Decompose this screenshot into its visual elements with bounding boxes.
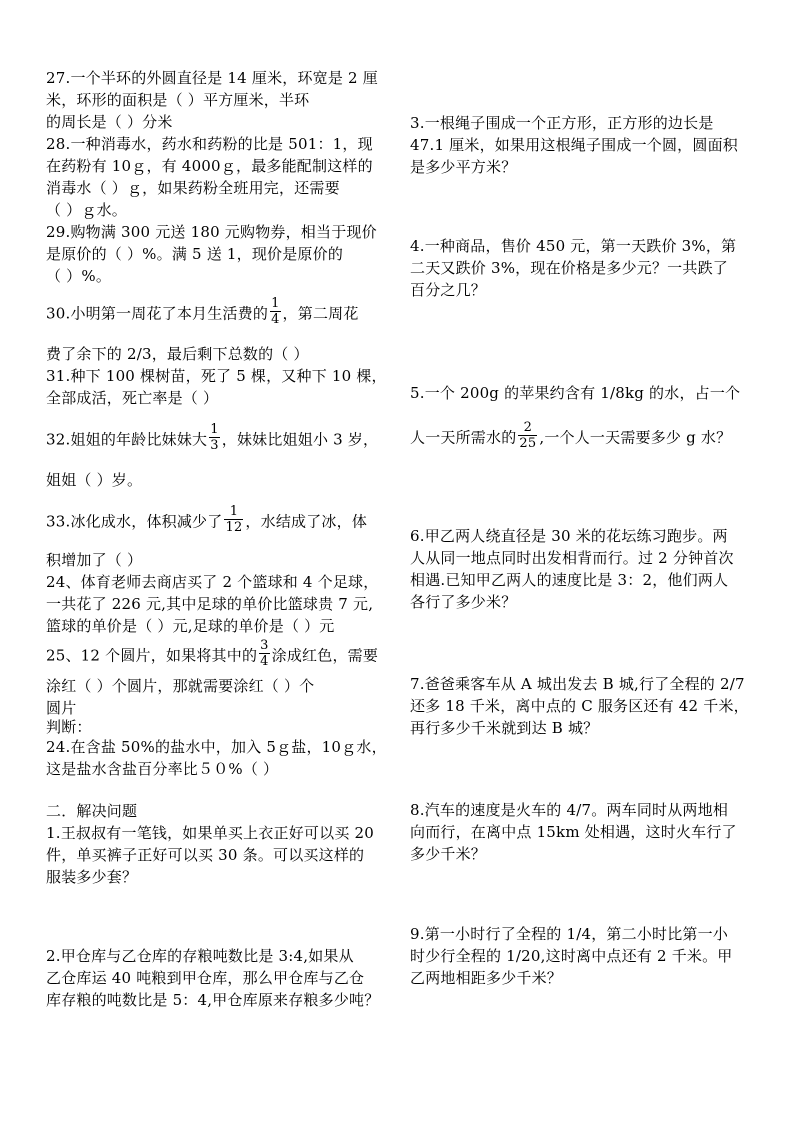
q32-text-a: 32.姐姐的年龄比妹妹大 xyxy=(46,430,208,449)
q25-numerator: 3 xyxy=(260,638,269,653)
p6-line-4: 各行了多少米？ xyxy=(410,593,517,611)
q33-line-2: 积增加了（ ） xyxy=(46,551,143,569)
p5-text-b: ,一个人一天需要多少 g 水？ xyxy=(539,428,732,447)
p9-line-1: 9.第一小时行了全程的 1/4，第二小时比第一小 xyxy=(410,925,729,943)
p4-line-1: 4.一种商品，售价 450 元，第一天跌价 3%，第 xyxy=(410,237,737,255)
p5-denominator: 25 xyxy=(519,436,537,451)
p1-line-1: 1.王叔叔有一笔钱，如果单买上衣正好可以买 20 xyxy=(46,824,374,842)
p1-line-2: 件，单买裤子正好可以买 30 条。可以买这样的 xyxy=(46,846,365,864)
p4-line-3: 百分之几？ xyxy=(410,281,487,299)
q27-line-3: 的周长是（ ）分米 xyxy=(46,113,173,131)
p5-fraction xyxy=(518,421,537,450)
q28-line-1: 28.一种消毒水，药水和药粉的比是 501：1，现 xyxy=(46,135,373,153)
q25-line-1 xyxy=(46,638,379,671)
q33-line-1 xyxy=(46,504,368,537)
p5-numerator: 2 xyxy=(518,421,537,436)
q32-numerator: 1 xyxy=(210,422,219,437)
p8-line-1: 8.汽车的速度是火车的 4/7。两车同时从两地相 xyxy=(410,801,729,819)
q32-line-2: 姐姐（ ）岁。 xyxy=(46,471,143,489)
section-2-heading: 二．解决问题 xyxy=(46,802,138,820)
p5-line-2 xyxy=(410,420,732,453)
p2-line-1: 2.甲仓库与乙仓库的存粮吨数比是 3:4,如果从 xyxy=(46,947,354,965)
p9-line-3: 乙两地相距多少千米？ xyxy=(410,969,563,987)
q33-text-b: ，水结成了冰，体 xyxy=(245,512,368,531)
p3-line-2: 47.1 厘米，如果用这根绳子围成一个圆，圆面积 xyxy=(410,136,738,154)
p6-line-3: 相遇.已知甲乙两人的速度比是 3：2，他们两人 xyxy=(410,571,729,589)
p3-line-1: 3.一根绳子围成一个正方形，正方形的边长是 xyxy=(410,114,714,132)
p9-line-2: 时少行全程的 1/20,这时离中点还有 2 千米。甲 xyxy=(410,947,733,965)
q32-text-b: ，妹妹比姐姐小 3 岁， xyxy=(221,430,379,449)
q25-line-2: 涂红（ ）个圆片，那就需要涂红（ ）个 xyxy=(46,677,315,695)
p7-line-2: 还多 18 千米，离中点的 C 服务区还有 42 千米， xyxy=(410,697,749,715)
q28-line-2: 在药粉有 10ｇ，有 4000ｇ，最多能配制这样的 xyxy=(46,157,373,175)
q33-denominator: 12 xyxy=(225,520,243,535)
p7-line-3: 再行多少千米就到达 B 城？ xyxy=(410,719,599,737)
q24b-line-1: 24.在含盐 50%的盐水中，加入 5ｇ盐，10ｇ水， xyxy=(46,738,387,756)
p7-line-1: 7.爸爸乘客车从 A 城出发去 B 城,行了全程的 2/7 xyxy=(410,675,745,693)
p4-line-2: 二天又跌价 3%，现在价格是多少元？一共跌了 xyxy=(410,259,728,277)
q30-text-a: 30.小明第一周花了本月生活费的 xyxy=(46,304,269,323)
q29-line-1: 29.购物满 300 元送 180 元购物券，相当于现价 xyxy=(46,223,377,241)
q33-fraction xyxy=(224,505,243,534)
q30-text-b: ，第二周花 xyxy=(282,304,359,323)
p8-line-3: 多少千米？ xyxy=(410,845,487,863)
p5-line-1: 5.一个 200g 的苹果约含有 1/8kg 的水，占一个 xyxy=(410,384,741,402)
q33-text-a: 33.冰化成水，体积减少了 xyxy=(46,512,223,531)
q25-fraction xyxy=(259,639,269,668)
q30-numerator: 1 xyxy=(271,296,280,311)
q30-line-2: 费了余下的 2/3，最后剩下总数的（ ） xyxy=(46,345,309,363)
p5-text-a: 人一天所需水的 xyxy=(410,428,517,447)
q30-denominator: 4 xyxy=(271,312,280,327)
q31-line-2: 全部成活，死亡率是（ ） xyxy=(46,389,219,407)
q25-denominator: 4 xyxy=(260,654,269,669)
p3-line-3: 是多少平方米？ xyxy=(410,158,517,176)
q24-line-3: 篮球的单价是（ ）元,足球的单价是（ ）元 xyxy=(46,617,335,635)
q32-line-1 xyxy=(46,422,379,455)
q29-line-2: 是原价的（ ）%。满 5 送 1，现价是原价的 xyxy=(46,245,344,263)
q33-numerator: 1 xyxy=(224,505,243,520)
q30-fraction xyxy=(270,297,280,326)
q32-fraction xyxy=(209,423,219,452)
q32-denominator: 3 xyxy=(210,438,219,453)
p6-line-1: 6.甲乙两人绕直径是 30 米的花坛练习跑步。两 xyxy=(410,527,728,545)
judge-heading: 判断： xyxy=(46,718,92,736)
q25-text-b: 涂成红色，需要 xyxy=(271,646,379,665)
p8-line-2: 向而行，在离中点 15km 处相遇，这时火车行了 xyxy=(410,823,737,841)
q29-line-3: （ ）%。 xyxy=(46,267,112,285)
q24b-line-2: 这是盐水含盐百分率比５０%（ ） xyxy=(46,760,279,778)
q30-line-1 xyxy=(46,296,359,329)
q28-line-4: （ ）ｇ水。 xyxy=(46,201,127,219)
p6-line-2: 人从同一地点同时出发相背而行。过 2 分钟首次 xyxy=(410,549,734,567)
q25-line-3: 圆片 xyxy=(46,699,77,717)
q27-line-2: 米，环形的面积是（ ）平方厘米，半环 xyxy=(46,91,310,109)
p1-line-3: 服装多少套？ xyxy=(46,868,138,886)
q27-line-1: 27.一个半环的外圆直径是 14 厘米，环宽是 2 厘 xyxy=(46,69,378,87)
q24-line-2: 一共花了 226 元,其中足球的单价比篮球贵 7 元, xyxy=(46,595,374,613)
p2-line-3: 库存粮的吨数比是 5：4,甲仓库原来存粮多少吨？ xyxy=(46,991,380,1009)
q24-line-1: 24、体育老师去商店买了 2 个篮球和 4 个足球， xyxy=(46,573,379,591)
q28-line-3: 消毒水（ ）ｇ，如果药粉全班用完，还需要 xyxy=(46,179,340,197)
p2-line-2: 乙仓库运 40 吨粮到甲仓库，那么甲仓库与乙仓 xyxy=(46,969,365,987)
q25-text-a: 25、12 个圆片，如果将其中的 xyxy=(46,646,258,665)
q31-line-1: 31.种下 100 棵树苗，死了 5 棵，又种下 10 棵， xyxy=(46,367,387,385)
